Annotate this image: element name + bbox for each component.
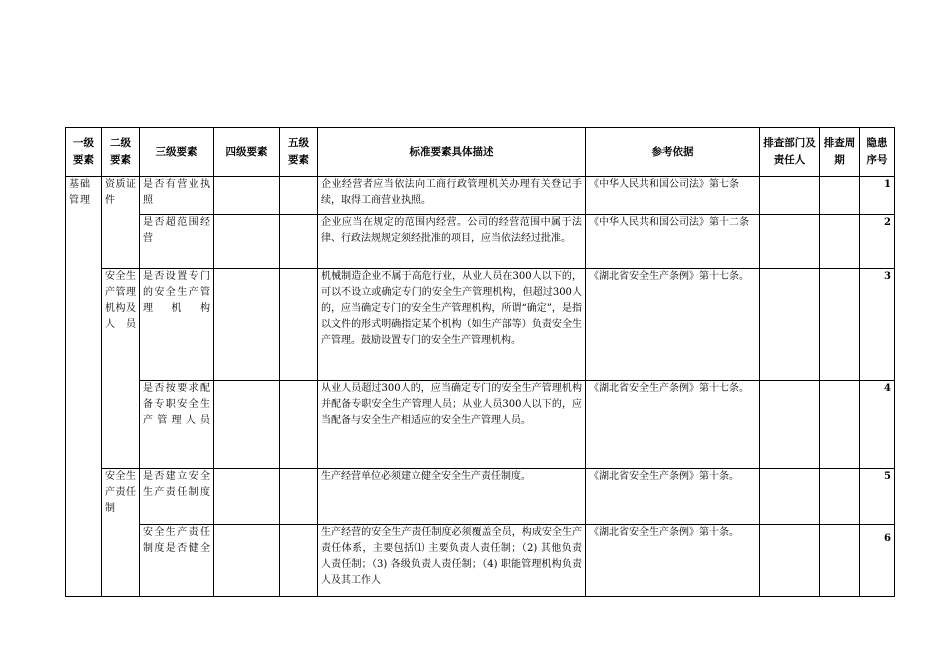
department-cell: [760, 177, 820, 215]
hazard-number-cell: 5: [860, 469, 895, 525]
level3-cell: 安全生产责任制度是否健全: [140, 525, 214, 597]
level5-cell: [280, 269, 318, 381]
cycle-cell: [820, 525, 860, 597]
description-cell: 机械制造企业不属于高危行业，从业人员在300人以下的，可以不设立或确定专门的安全生产管理机构，但超过300人的，应当确定专门的安全生产管理机构，所谓“确定”，是指以文件的形式明确指定某个机构（如生产部等）负责安全生产管理。鼓励设置专门的安全生产管理机构。: [318, 269, 586, 381]
level3-cell: 是否按要求配备专职安全生产管理人员: [140, 381, 214, 469]
description-cell: 生产经营的安全生产责任制度必须覆盖全员，构成安全生产责任体系，主要包括⑴ 主要负责人责任制；（2) 其他负责人责任制；（3) 各级负责人责任制；（4) 职能管理机构负责人及其工作人: [318, 525, 586, 597]
header-reference: 参考依据: [586, 128, 760, 177]
department-cell: [760, 381, 820, 469]
level4-cell: [214, 469, 280, 525]
level5-cell: [280, 177, 318, 215]
department-cell: [760, 469, 820, 525]
hazard-number-cell: 4: [860, 381, 895, 469]
table-row: [66, 469, 895, 525]
level5-cell: [280, 215, 318, 269]
cycle-cell: [820, 215, 860, 269]
reference-cell: 《湖北省安全生产条例》第十七条。: [586, 269, 760, 381]
level2-cell: 资质证件: [102, 177, 140, 269]
description-cell: 生产经营单位必须建立健全安全生产责任制度。: [318, 469, 586, 525]
header-cycle: 排查周期: [820, 128, 860, 177]
cycle-cell: [820, 269, 860, 381]
cycle-cell: [820, 381, 860, 469]
level3-cell: 是否建立安全生产责任制度: [140, 469, 214, 525]
level5-cell: [280, 525, 318, 597]
cycle-cell: [820, 469, 860, 525]
reference-cell: 《湖北省安全生产条例》第十七条。: [586, 381, 760, 469]
level5-cell: [280, 469, 318, 525]
description-cell: 从业人员超过300人的，应当确定专门的安全生产管理机构并配备专职安全生产管理人员；从业人员300人以下的，应当配备与安全生产相适应的安全生产管理人员。: [318, 381, 586, 469]
department-cell: [760, 525, 820, 597]
level4-cell: [214, 525, 280, 597]
level3-cell: 是否超范围经营: [140, 215, 214, 269]
reference-cell: 《湖北省安全生产条例》第十条。: [586, 525, 760, 597]
table-row: [66, 269, 895, 381]
header-hazard-number: 隐患序号: [860, 128, 895, 177]
header-level4: 四级要素: [214, 128, 280, 177]
header-row: [66, 128, 895, 177]
table-row: [66, 215, 895, 269]
table-row: [66, 525, 895, 597]
header-level2: 二级要素: [102, 128, 140, 177]
reference-cell: 《中华人民共和国公司法》第七条: [586, 177, 760, 215]
level4-cell: [214, 215, 280, 269]
hazard-number-cell: 6: [860, 525, 895, 597]
level3-cell: 是否设置专门的安全生产管理机构: [140, 269, 214, 381]
level5-cell: [280, 381, 318, 469]
description-cell: 企业经营者应当依法向工商行政管理机关办理有关登记手续，取得工商营业执照。: [318, 177, 586, 215]
header-description: 标准要素具体描述: [318, 128, 586, 177]
level2-cell: 安全生产管理机构及人员: [102, 269, 140, 469]
header-department: 排查部门及责任人: [760, 128, 820, 177]
department-cell: [760, 215, 820, 269]
level4-cell: [214, 177, 280, 215]
reference-cell: 《湖北省安全生产条例》第十条。: [586, 469, 760, 525]
level1-cell: 基础管理: [66, 177, 102, 597]
reference-cell: 《中华人民共和国公司法》第十二条: [586, 215, 760, 269]
department-cell: [760, 269, 820, 381]
level4-cell: [214, 381, 280, 469]
level3-cell: 是否有营业执照: [140, 177, 214, 215]
table-row: [66, 381, 895, 469]
table-row: [66, 177, 895, 215]
hazard-number-cell: 2: [860, 215, 895, 269]
header-level5: 五级要素: [280, 128, 318, 177]
header-level3: 三级要素: [140, 128, 214, 177]
cycle-cell: [820, 177, 860, 215]
level4-cell: [214, 269, 280, 381]
header-level1: 一级要素: [66, 128, 102, 177]
hazard-number-cell: 1: [860, 177, 895, 215]
hazard-inspection-table: [65, 127, 895, 597]
description-cell: 企业应当在规定的范围内经营。公司的经营范围中属于法律、行政法规规定须经批准的项目，应当依法经过批准。: [318, 215, 586, 269]
hazard-number-cell: 3: [860, 269, 895, 381]
level2-cell: 安全生产责任制: [102, 469, 140, 597]
